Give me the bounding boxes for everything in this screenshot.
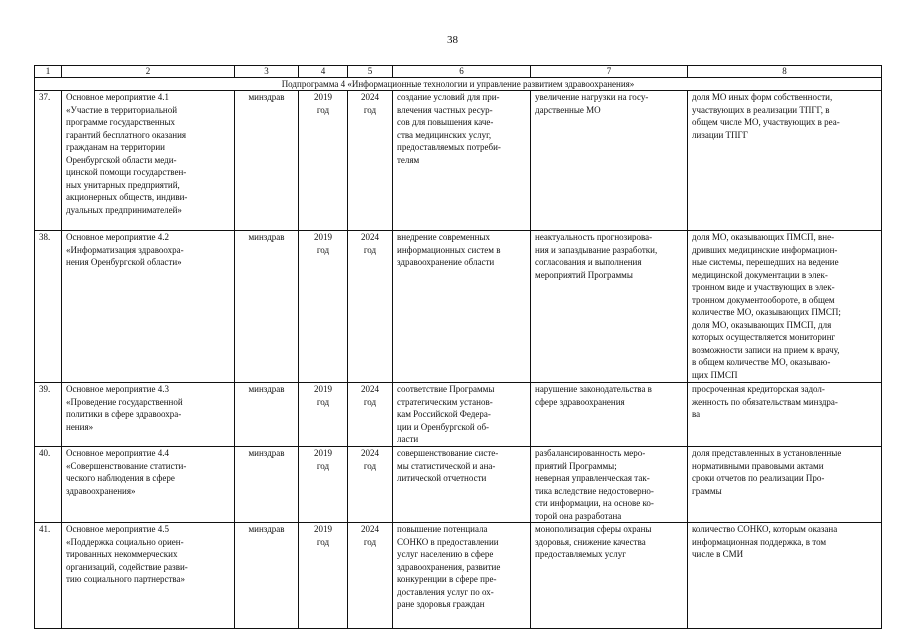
expected-result: создание условий для при- влечения частных ресур- сов для повышения каче- ства медицинских услуг, предоставляемых потреби- телям (393, 91, 531, 231)
indicator: количество СОНКО, которым оказана информационная поддержка, в том числе в СМИ (688, 523, 882, 629)
expected-result: совершенствование систе- мы статистической и ана- литической отчетности (393, 447, 531, 523)
table-row (35, 383, 882, 447)
consequences: увеличение нагрузки на госу- дарственные МО (531, 91, 688, 231)
expected-result: внедрение современных информационных систем в здравоохранение области (393, 231, 531, 383)
row-number: 41. (35, 523, 62, 629)
consequences: монополизация сферы охраны здоровья, снижение качества предоставляемых услуг (531, 523, 688, 629)
consequences: разбалансированность меро- приятий Программы; неверная управленческая так- тика вследствие недостоверно- сти информации, на основе ко- торой она разработана (531, 447, 688, 523)
measures-table (34, 65, 882, 629)
column-header-6: 6 (393, 66, 531, 78)
measure-name: Основное мероприятие 4.2 «Информатизация здравоохра- нения Оренбургской области» (62, 231, 235, 383)
column-number-row (35, 66, 882, 78)
measure-name: Основное мероприятие 4.3 «Проведение государственной политики в сфере здравоохра- нения» (62, 383, 235, 447)
start-year: 2019 год (299, 231, 348, 383)
executor: минздрав (235, 231, 299, 383)
indicator: доля МО, оказывающих ПМСП, вне- дривших медицинские информацион- ные системы, перешедших на ведение медицинской документации в элек- тронном виде и участвующих в элек- тронном документообороте, в общем количестве МО, оказывающих ПМСП; доля МО, оказывающих ПМСП, для которых осуществляется мониторинг возможности записи на прием к врачу, в общем количестве МО, оказываю- щих ПМСП (688, 231, 882, 383)
start-year: 2019 год (299, 91, 348, 231)
end-year: 2024 год (348, 383, 393, 447)
end-year: 2024 год (348, 523, 393, 629)
expected-result: соответствие Программы стратегическим установ- кам Российской Федера- ции и Оренбургской об- ласти (393, 383, 531, 447)
consequences: нарушение законодательства в сфере здравоохранения (531, 383, 688, 447)
row-number: 39. (35, 383, 62, 447)
expected-result: повышение потенциала СОНКО в предоставлении услуг населению в сфере здравоохранения, развитие конкуренции в сфере пре- доставления услуг по ох- ране здоровья граждан (393, 523, 531, 629)
column-header-8: 8 (688, 66, 882, 78)
subprogram-row (35, 78, 882, 91)
executor: минздрав (235, 447, 299, 523)
page-number: 38 (447, 34, 458, 46)
row-number: 38. (35, 231, 62, 383)
table-row (35, 523, 882, 629)
start-year: 2019 год (299, 383, 348, 447)
column-header-3: 3 (235, 66, 299, 78)
table-row (35, 231, 882, 383)
row-number: 37. (35, 91, 62, 231)
table-row (35, 91, 882, 231)
column-header-7: 7 (531, 66, 688, 78)
end-year: 2024 год (348, 231, 393, 383)
end-year: 2024 год (348, 91, 393, 231)
indicator: доля МО иных форм собственности, участвующих в реализации ТПГГ, в общем числе МО, участвующих в реа- лизации ТПГГ (688, 91, 882, 231)
consequences: неактуальность прогнозирова- ния и запаздывание разработки, согласования и выполнения мероприятий Программы (531, 231, 688, 383)
end-year: 2024 год (348, 447, 393, 523)
start-year: 2019 год (299, 523, 348, 629)
column-header-2: 2 (62, 66, 235, 78)
executor: минздрав (235, 523, 299, 629)
measure-name: Основное мероприятие 4.4 «Совершенствование статисти- ческого наблюдения в сфере здравоохранения» (62, 447, 235, 523)
executor: минздрав (235, 383, 299, 447)
indicator: просроченная кредиторская задол- женность по обязательствам минздра- ва (688, 383, 882, 447)
row-number: 40. (35, 447, 62, 523)
start-year: 2019 год (299, 447, 348, 523)
executor: минздрав (235, 91, 299, 231)
measure-name: Основное мероприятие 4.5 «Поддержка социально ориен- тированных некоммерческих организаций, содействие разви- тию социального партнерства» (62, 523, 235, 629)
column-header-4: 4 (299, 66, 348, 78)
column-header-1: 1 (35, 66, 62, 78)
subprogram-title: Подпрограмма 4 «Информационные технологии и управление развитием здравоохранения» (35, 78, 882, 91)
table-row (35, 447, 882, 523)
measure-name: Основное мероприятие 4.1 «Участие в территориальной программе государственных гарантий бесплатного оказания гражданам на территории Оренбургской области меди- цинской помощи государствен- ных унитарных предприятий, акционерных обществ, индиви- дуальных предпринимателей» (62, 91, 235, 231)
column-header-5: 5 (348, 66, 393, 78)
indicator: доля представленных в установленные нормативными правовыми актами сроки отчетов по реализации Про- граммы (688, 447, 882, 523)
